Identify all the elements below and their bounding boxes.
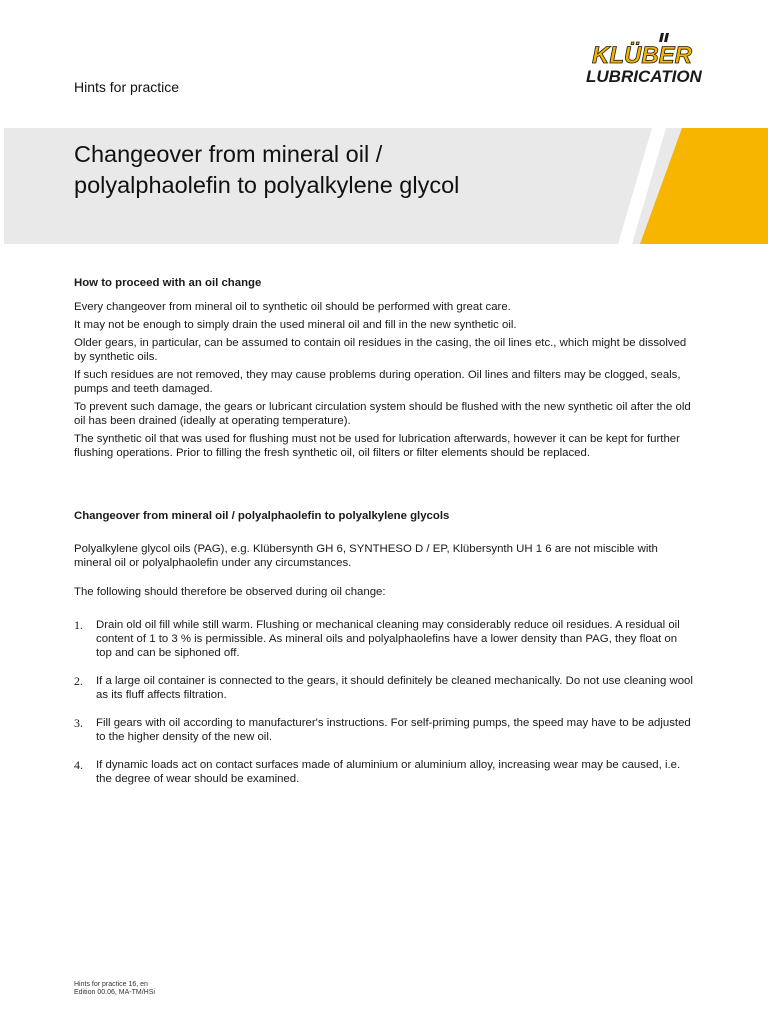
footer-document-id: Hints for practice 16, en [74,981,148,988]
page-title-line2: polyalphaolefin to polyalkylene glycol [74,172,460,198]
page-title [74,139,614,201]
list-item-text: Drain old oil fill while still warm. Flushing or mechanical cleaning may considerably reduce oil residues. A residual oil content of 1 to 3 % is permissible. As mineral oils and polyalphaolefins have a lower density than PAG, they float on top and can be siphoned off. [96,619,680,659]
list-item [74,716,696,744]
paragraph: Older gears, in particular, can be assumed to contain oil residues in the casing, the oil lines etc., which might be dissolved by synthetic oils. [74,337,687,363]
list-item [74,674,696,702]
list-item-number: 1. [74,618,83,632]
paragraph: To prevent such damage, the gears or lubricant circulation system should be flushed with the new synthetic oil after the old oil has been drained (ideally at operating temperature). [74,401,691,427]
list-item-number: 4. [74,758,83,772]
oil-change-section [74,276,696,464]
page-footer [74,981,155,997]
paragraph: It may not be enough to simply drain the used mineral oil and fill in the new synthetic oil. [74,319,517,331]
logo-tick-marks [659,33,669,42]
paragraph: Every changeover from mineral oil to synthetic oil should be performed with great care. [74,301,511,313]
logo-wordmark-lubrication: LUBRICATION [586,67,702,86]
list-item [74,758,696,786]
observe-paragraph: The following should therefore be observed during oil change: [74,586,386,598]
section-heading: Changeover from mineral oil / polyalphaolefin to polyalkylene glycols [74,510,450,522]
list-item-number: 2. [74,674,83,688]
section-heading: How to proceed with an oil change [74,277,262,289]
list-item [74,618,696,660]
footer-edition: Edition 00.06, MA-TM/HSi [74,989,155,996]
paragraph: If such residues are not removed, they may cause problems during operation. Oil lines and filters may be clogged, seals, pumps and teeth damaged. [74,369,681,395]
kluber-lubrication-logo [580,30,740,86]
paragraph: The synthetic oil that was used for flushing must not be used for lubrication afterwards, however it can be kept for further flushing operations. Prior to filling the fresh synthetic oil, oil filters or filter elements should be replaced. [74,433,680,459]
changeover-steps-list [74,618,696,800]
document-series-label: Hints for practice [74,79,180,95]
list-item-number: 3. [74,716,83,730]
list-item-text: If dynamic loads act on contact surfaces made of aluminium or aluminium alloy, increasing wear may be caused, i.e. the degree of wear should be examined. [96,759,681,785]
list-item-text: If a large oil container is connected to the gears, it should definitely be cleaned mechanically. Do not use cleaning wool as its fluff affects filtration. [96,675,693,701]
logo-wordmark-kluber: KLÜBER [592,42,692,69]
page-title-line1: Changeover from mineral oil / [74,141,383,167]
list-item-text: Fill gears with oil according to manufacturer's instructions. For self-priming pumps, the speed may have to be adjusted to the higher density of the new oil. [96,717,691,743]
pag-intro-paragraph: Polyalkylene glycol oils (PAG), e.g. Klübersynth GH 6, SYNTHESO D / EP, Klübersynth UH 1 6 are not miscible with mineral oil or polyalphaolefin under any circumstances. [74,543,658,569]
